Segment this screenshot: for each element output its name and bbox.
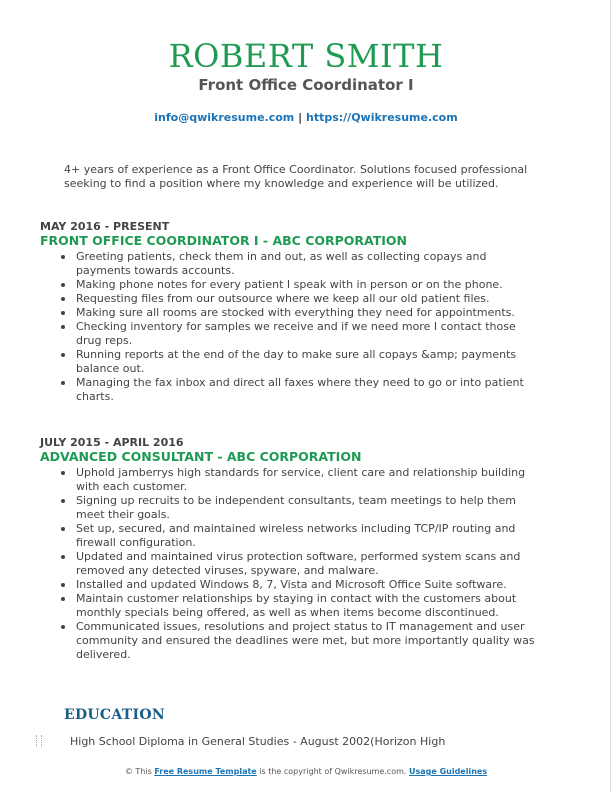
job-bullet: Checking inventory for samples we receive and if we need more I contact those drug reps. xyxy=(76,320,540,348)
footer-copyright: is the copyright of Qwikresume.com. xyxy=(259,767,407,776)
contact-line xyxy=(0,110,612,126)
contact-separator: | xyxy=(298,111,303,124)
candidate-title: Front Office Coordinator I xyxy=(198,76,414,94)
experience-entry xyxy=(40,436,540,662)
education-heading: EDUCATION xyxy=(64,707,165,723)
job-bullets xyxy=(40,466,540,662)
job-role: FRONT OFFICE COORDINATOR I - ABC CORPORATION xyxy=(40,233,407,248)
usage-guidelines-link[interactable]: Usage Guidelines xyxy=(408,767,488,776)
job-dates: MAY 2016 - PRESENT xyxy=(40,220,170,233)
job-bullet: Making sure all rooms are stocked with everything they need for appointments. xyxy=(76,306,540,320)
job-bullets xyxy=(40,250,540,404)
job-bullet: Communicated issues, resolutions and project status to IT management and user community and ensured the deadlines were met, but more importantly quality was delivered. xyxy=(76,620,540,662)
education-marker xyxy=(36,735,42,747)
candidate-name: ROBERT SMITH xyxy=(168,37,444,75)
job-role: ADVANCED CONSULTANT - ABC CORPORATION xyxy=(40,449,362,464)
email-link[interactable]: info@qwikresume.com xyxy=(154,111,295,124)
job-bullet: Installed and updated Windows 8, 7, Vista and Microsoft Office Suite software. xyxy=(76,578,540,592)
job-bullet: Greeting patients, check them in and out, as well as collecting copays and payments towards accounts. xyxy=(76,250,540,278)
free-resume-template-link[interactable]: Free Resume Template xyxy=(154,767,257,776)
job-bullet: Updated and maintained virus protection software, performed system scans and removed any detected viruses, spyware, and malware. xyxy=(76,550,540,578)
experience-entry xyxy=(40,220,540,404)
job-dates: JULY 2015 - APRIL 2016 xyxy=(40,436,184,449)
footer xyxy=(0,766,612,778)
job-bullet: Running reports at the end of the day to make sure all copays &amp; payments balance out. xyxy=(76,348,540,376)
job-bullet: Making phone notes for every patient I speak with in person or on the phone. xyxy=(76,278,540,292)
job-bullet: Requesting files from our outsource where we keep all our old patient files. xyxy=(76,292,540,306)
job-bullet: Uphold jamberrys high standards for service, client care and relationship building with each customer. xyxy=(76,466,540,494)
education-item: High School Diploma in General Studies - August 2002(Horizon High xyxy=(70,735,446,748)
job-bullet: Set up, secured, and maintained wireless networks including TCP/IP routing and firewall configuration. xyxy=(76,522,540,550)
footer-prefix: © This xyxy=(124,767,152,776)
job-bullet: Signing up recruits to be independent consultants, team meetings to help them meet their goals. xyxy=(76,494,540,522)
website-link[interactable]: https://Qwikresume.com xyxy=(305,111,458,124)
job-bullet: Managing the fax inbox and direct all faxes where they need to go or into patient charts. xyxy=(76,376,540,404)
job-bullet: Maintain customer relationships by staying in contact with the customers about monthly specials being offered, as well as when items become discontinued. xyxy=(76,592,540,620)
summary-text: 4+ years of experience as a Front Office Coordinator. Solutions focused professional seeking to find a position where my knowledge and experience will be utilized. xyxy=(64,163,528,190)
